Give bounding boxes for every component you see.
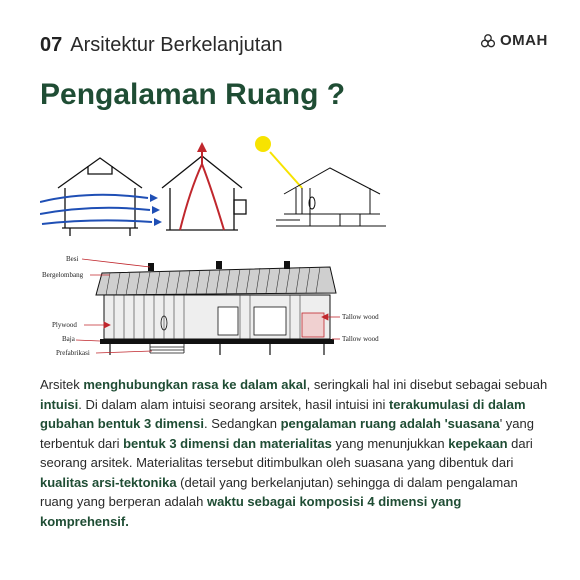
red-heat-arrows xyxy=(180,150,224,230)
foundation-posts xyxy=(110,344,324,355)
highlighted-frame xyxy=(302,313,324,337)
emphasis-text: kualitas arsi-tektonika xyxy=(40,474,177,490)
page-title: Pengalaman Ruang ? xyxy=(40,78,346,111)
emphasis-text: terakumulasi di dalam gubahan bentuk 3 dimensi xyxy=(40,396,526,431)
corrugated-roof xyxy=(96,267,336,295)
emphasis-text: intuisi xyxy=(40,396,79,412)
logo-text: OMAH xyxy=(500,32,548,49)
body-text-segment: dari seorang arsitek. Materialitas tersebut ditimbulkan oleh suasana yang dibentuk dari xyxy=(40,435,533,470)
entrance-stairs xyxy=(150,344,184,353)
building-walls xyxy=(104,295,330,339)
heat-arrowhead xyxy=(197,142,207,152)
label-tallow-wood-2: Tallow wood xyxy=(342,335,379,343)
emphasis-text: menghubungkan rasa ke dalam akal xyxy=(83,377,307,392)
emphasis-text: waktu sebagai komposisi 4 dimensi yang komprehensif. xyxy=(40,494,462,529)
section-title: Arsitektur Berkelanjutan xyxy=(70,33,283,56)
window xyxy=(218,307,238,335)
label-plywood: Plywood xyxy=(52,321,77,329)
sun-ray xyxy=(270,152,302,188)
emphasis-text: bentuk 3 dimensi dan materialitas xyxy=(123,435,332,451)
house-sketches-figure xyxy=(40,130,420,240)
label-baja: Baja xyxy=(62,335,75,343)
building-section-figure xyxy=(40,255,410,365)
emphasis-text: kepekaan xyxy=(448,435,508,451)
label-prefabrikasi: Prefabrikasi xyxy=(56,349,90,357)
omah-logo xyxy=(480,32,550,62)
body-text-segment: . Di dalam alam intuisi seorang arsitek, hasil intuisi ini xyxy=(78,396,389,412)
section-header xyxy=(40,30,283,60)
body-text-segment: . Sedangkan xyxy=(203,416,281,431)
steel-floor-beam xyxy=(100,339,334,344)
emphasis-text: pengalaman ruang adalah 'suasana xyxy=(280,416,500,431)
body-paragraph xyxy=(40,375,550,531)
body-text-segment: Arsitek xyxy=(40,377,84,392)
sun-icon xyxy=(255,136,271,152)
label-besi: Besi xyxy=(66,255,79,263)
body-text-segment: (detail yang berkelanjutan) sehingga di dalam pengalaman ruang yang berperan adalah xyxy=(40,474,518,509)
body-text-segment: yang menunjukkan xyxy=(331,435,449,451)
trefoil-logo-icon xyxy=(480,33,496,49)
body-text-segment: , seringkali hal ini disebut sebagai sebuah xyxy=(306,377,548,392)
body-text-segment: ' yang terbentuk dari xyxy=(40,416,534,451)
label-tallow-wood-1: Tallow wood xyxy=(342,313,379,321)
window xyxy=(254,307,286,335)
label-bergelombang: Bergelombang xyxy=(42,271,84,279)
section-number: 07 xyxy=(40,33,63,56)
